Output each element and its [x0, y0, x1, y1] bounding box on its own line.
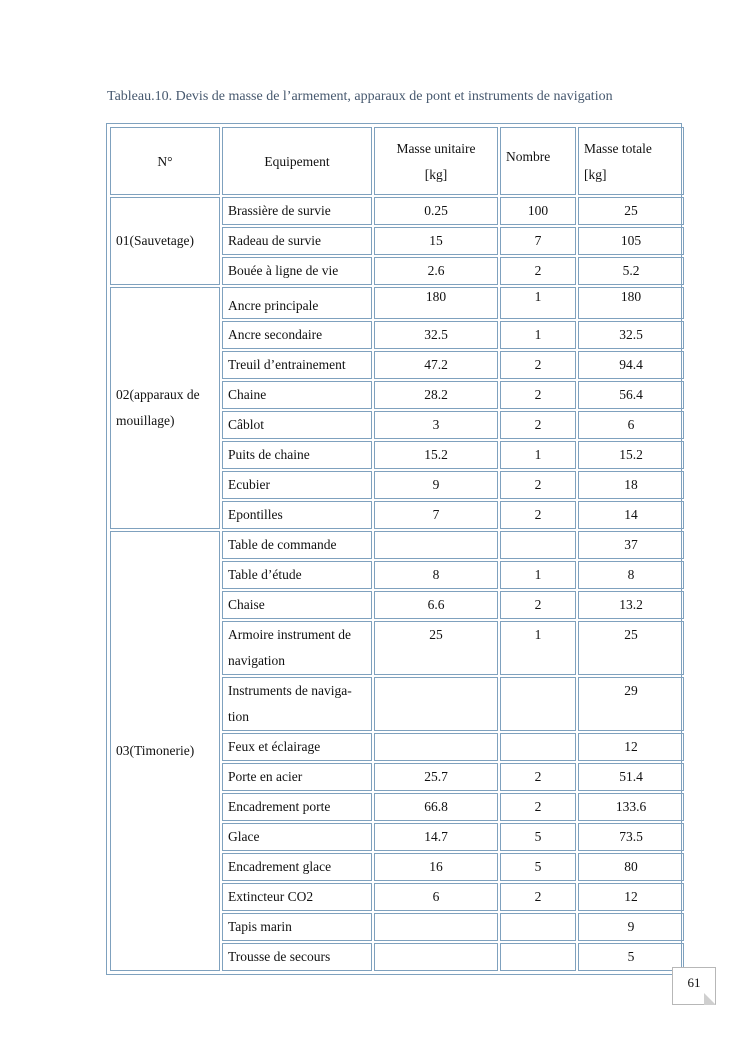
unit-mass-cell: 180: [374, 287, 498, 319]
equipment-cell: Chaise: [222, 591, 372, 619]
equipment-cell: Treuil d’entrainement: [222, 351, 372, 379]
unit-mass-cell: [374, 943, 498, 971]
count-cell: 2: [500, 257, 576, 285]
count-cell: 2: [500, 793, 576, 821]
header-count: Nombre: [500, 127, 576, 195]
equipment-cell: Instruments de naviga-tion: [222, 677, 372, 731]
count-cell: 1: [500, 441, 576, 469]
equipment-cell: Encadrement glace: [222, 853, 372, 881]
total-mass-cell: 5.2: [578, 257, 684, 285]
equipment-cell: Encadrement porte: [222, 793, 372, 821]
count-cell: [500, 677, 576, 731]
unit-mass-cell: 25: [374, 621, 498, 675]
table-caption: Tableau.10. Devis de masse de l’armement, apparaux de pont et instruments de navigation: [107, 89, 613, 104]
unit-mass-cell: 6: [374, 883, 498, 911]
mass-table: [108, 125, 686, 973]
unit-mass-cell: 28.2: [374, 381, 498, 409]
header-unit-mass-line1: Masse unitaire: [396, 141, 476, 156]
total-mass-cell: 80: [578, 853, 684, 881]
unit-mass-cell: 6.6: [374, 591, 498, 619]
group-cell-timonerie: 03(Timonerie): [110, 531, 220, 971]
header-unit-mass: [374, 127, 498, 195]
unit-mass-cell: 15.2: [374, 441, 498, 469]
total-mass-cell: 51.4: [578, 763, 684, 791]
equipment-cell: Câblot: [222, 411, 372, 439]
unit-mass-cell: 14.7: [374, 823, 498, 851]
count-cell: 2: [500, 763, 576, 791]
count-cell: [500, 943, 576, 971]
unit-mass-cell: 2.6: [374, 257, 498, 285]
total-mass-cell: 133.6: [578, 793, 684, 821]
equipment-cell: Epontilles: [222, 501, 372, 529]
count-cell: 2: [500, 591, 576, 619]
total-mass-cell: 15.2: [578, 441, 684, 469]
total-mass-cell: 14: [578, 501, 684, 529]
count-cell: 100: [500, 197, 576, 225]
total-mass-cell: 13.2: [578, 591, 684, 619]
count-cell: [500, 733, 576, 761]
unit-mass-cell: 8: [374, 561, 498, 589]
total-mass-cell: 56.4: [578, 381, 684, 409]
group-cell-mouillage: [110, 287, 220, 529]
equipment-cell: Ancre principale: [222, 287, 372, 319]
equipment-cell: Porte en acier: [222, 763, 372, 791]
count-cell: 1: [500, 621, 576, 675]
unit-mass-cell: [374, 733, 498, 761]
header-equipment: Equipement: [222, 127, 372, 195]
count-cell: 2: [500, 471, 576, 499]
count-cell: 5: [500, 823, 576, 851]
equipment-cell: Radeau de survie: [222, 227, 372, 255]
total-mass-cell: 180: [578, 287, 684, 319]
equipment-cell: Tapis marin: [222, 913, 372, 941]
group-cell-sauvetage: 01(Sauvetage): [110, 197, 220, 285]
header-unit-mass-line2: [kg]: [424, 167, 448, 182]
count-cell: [500, 913, 576, 941]
equipment-cell: Extincteur CO2: [222, 883, 372, 911]
header-total-mass: [578, 127, 684, 195]
group-mouillage-line1: 02(apparaux de: [116, 387, 200, 402]
mass-table-frame: [106, 123, 682, 975]
equipment-cell: Puits de chaine: [222, 441, 372, 469]
header-num: N°: [110, 127, 220, 195]
total-mass-cell: 25: [578, 197, 684, 225]
table-header-row: [110, 127, 684, 195]
total-mass-cell: 105: [578, 227, 684, 255]
count-cell: 2: [500, 351, 576, 379]
page-number: 61: [687, 975, 701, 990]
unit-mass-cell: 9: [374, 471, 498, 499]
group-mouillage-line2: mouillage): [116, 413, 175, 428]
total-mass-cell: 73.5: [578, 823, 684, 851]
count-cell: 1: [500, 321, 576, 349]
equipment-cell: Chaine: [222, 381, 372, 409]
header-total-mass-line1: Masse totale: [584, 141, 652, 156]
table-row: [110, 531, 684, 559]
equipment-cell: Table de commande: [222, 531, 372, 559]
unit-mass-cell: 0.25: [374, 197, 498, 225]
unit-mass-cell: 16: [374, 853, 498, 881]
unit-mass-cell: 47.2: [374, 351, 498, 379]
count-cell: 5: [500, 853, 576, 881]
count-cell: 7: [500, 227, 576, 255]
unit-mass-cell: [374, 531, 498, 559]
equipment-cell: Trousse de secours: [222, 943, 372, 971]
equipment-cell: Ancre secondaire: [222, 321, 372, 349]
total-mass-cell: 12: [578, 883, 684, 911]
unit-mass-cell: 66.8: [374, 793, 498, 821]
table-row: [110, 287, 684, 319]
equipment-cell: Ecubier: [222, 471, 372, 499]
total-mass-cell: 29: [578, 677, 684, 731]
header-total-mass-line2: [kg]: [584, 167, 607, 182]
count-cell: 2: [500, 501, 576, 529]
count-cell: 1: [500, 561, 576, 589]
unit-mass-cell: 32.5: [374, 321, 498, 349]
unit-mass-cell: [374, 677, 498, 731]
total-mass-cell: 37: [578, 531, 684, 559]
count-cell: 2: [500, 883, 576, 911]
page-number-box: [672, 967, 716, 1005]
total-mass-cell: 5: [578, 943, 684, 971]
equipment-cell: Glace: [222, 823, 372, 851]
total-mass-cell: 32.5: [578, 321, 684, 349]
unit-mass-cell: 7: [374, 501, 498, 529]
equipment-cell: Table d’étude: [222, 561, 372, 589]
unit-mass-cell: 15: [374, 227, 498, 255]
count-cell: 2: [500, 381, 576, 409]
total-mass-cell: 18: [578, 471, 684, 499]
total-mass-cell: 12: [578, 733, 684, 761]
unit-mass-cell: 3: [374, 411, 498, 439]
table-row: [110, 197, 684, 225]
equipment-cell: Bouée à ligne de vie: [222, 257, 372, 285]
total-mass-cell: 8: [578, 561, 684, 589]
equipment-cell: Armoire instrument de navigation: [222, 621, 372, 675]
equipment-cell: Brassière de survie: [222, 197, 372, 225]
unit-mass-cell: 25.7: [374, 763, 498, 791]
count-cell: [500, 531, 576, 559]
total-mass-cell: 94.4: [578, 351, 684, 379]
total-mass-cell: 25: [578, 621, 684, 675]
count-cell: 1: [500, 287, 576, 319]
total-mass-cell: 9: [578, 913, 684, 941]
page-fold-icon: [704, 993, 716, 1005]
total-mass-cell: 6: [578, 411, 684, 439]
unit-mass-cell: [374, 913, 498, 941]
count-cell: 2: [500, 411, 576, 439]
equipment-cell: Feux et éclairage: [222, 733, 372, 761]
